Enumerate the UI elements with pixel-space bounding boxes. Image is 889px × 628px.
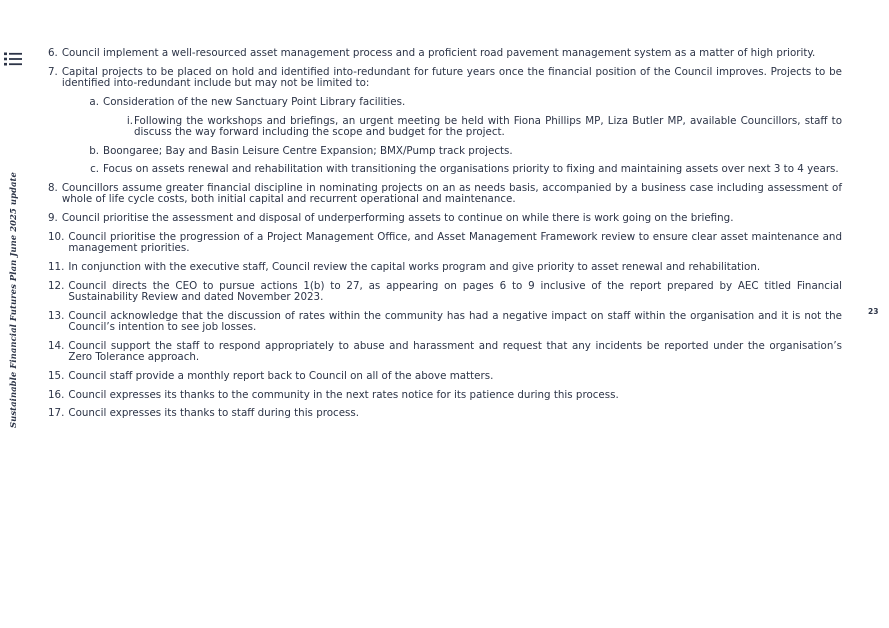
item-number: a. <box>89 95 99 108</box>
item-text: Council prioritise the progression of a Project Management Office, and Asset Management Framework review to ensure clear asset maintenance and management priorities. <box>68 230 842 255</box>
list-item <box>48 262 842 273</box>
item-text: Following the workshops and briefings, an urgent meeting be held with Fiona Phillips MP, Liza Butler MP, available Councillors, staff to discuss the way forward including the scope and budget for the project. <box>134 114 842 138</box>
item-number: 8. <box>48 182 58 195</box>
item-number: c. <box>90 163 99 176</box>
item-number: 13. <box>48 309 65 322</box>
list-item <box>48 281 842 304</box>
list-item <box>48 48 842 59</box>
list-item <box>48 232 842 255</box>
sub-list-item <box>86 146 842 157</box>
item-number: 12. <box>48 279 65 292</box>
item-number: 10. <box>48 230 65 243</box>
item-text: Consideration of the new Sanctuary Point Library facilities. <box>103 95 406 108</box>
document-title-vertical: Sustainable Financial Futures Plan June 2025 update <box>8 172 18 428</box>
item-text: Council staff provide a monthly report back to Council on all of the above matters. <box>68 369 494 382</box>
item-text: Capital projects to be placed on hold and identified into-redundant for future years once the financial position of the Council improves. Projects to be identified into-redundant include but may not be limited to: <box>61 65 842 90</box>
list-item <box>48 183 842 206</box>
item-text: Council implement a well-resourced asset management process and a proficient road pavement management system as a matter of high priority. <box>61 47 816 59</box>
item-text: Councillors assume greater financial discipline in nominating projects on an as needs basis, accompanied by a business case including assessment of whole of life cycle costs, both initial capital and recurrent operational and maintenance. <box>61 182 842 206</box>
item-text: Council acknowledge that the discussion of rates within the community has had a negative impact on staff within the organisation and it is not the Council’s intention to see job losses. <box>68 309 842 334</box>
item-text: Council directs the CEO to pursue actions 1(b) to 27, as appearing on pages 6 to 9 inclusive of the report prepared by AEC titled Financial Sustainability Review and dated November 2023. <box>68 279 842 304</box>
list-item <box>48 390 842 401</box>
list-item <box>48 311 842 334</box>
item-number: 16. <box>48 388 65 401</box>
item-number: 14. <box>48 339 65 352</box>
item-text: Council expresses its thanks to the community in the next rates notice for its patience during this process. <box>68 388 619 401</box>
item-number: 6. <box>48 47 58 59</box>
item-text: Council expresses its thanks to staff during this process. <box>68 407 360 420</box>
item-text: Focus on assets renewal and rehabilitation with transitioning the organisations priority to fixing and maintaining assets over next 3 to 4 years. <box>103 163 839 176</box>
item-number: 11. <box>48 260 65 273</box>
list-item <box>48 213 842 224</box>
list-item <box>48 67 842 90</box>
page-number: 23 <box>868 307 879 316</box>
list-item <box>48 371 842 382</box>
item-number: i. <box>126 114 133 127</box>
list-item <box>48 341 842 364</box>
item-number: 7. <box>48 65 58 78</box>
item-number: 9. <box>48 212 58 225</box>
recommendations-list <box>48 48 842 427</box>
item-number: b. <box>89 144 99 157</box>
sub-list-item <box>86 164 842 175</box>
item-text: Council prioritise the assessment and disposal of underperforming assets to continue on while there is work going on the briefing. <box>61 212 734 225</box>
item-number: 17. <box>48 407 65 420</box>
item-number: 15. <box>48 369 65 382</box>
list-item <box>48 408 842 419</box>
item-text: Boongaree; Bay and Basin Leisure Centre Expansion; BMX/Pump track projects. <box>103 144 513 157</box>
table-of-contents-icon[interactable] <box>4 51 22 65</box>
item-text: In conjunction with the executive staff, Council review the capital works program and give priority to asset renewal and rehabilitation. <box>68 260 761 273</box>
item-text: Council support the staff to respond appropriately to abuse and harassment and request that any incidents be reported under the organisation’s Zero Tolerance approach. <box>68 339 842 364</box>
sub-list-item <box>86 97 842 108</box>
sub-sub-list-item <box>122 116 842 139</box>
